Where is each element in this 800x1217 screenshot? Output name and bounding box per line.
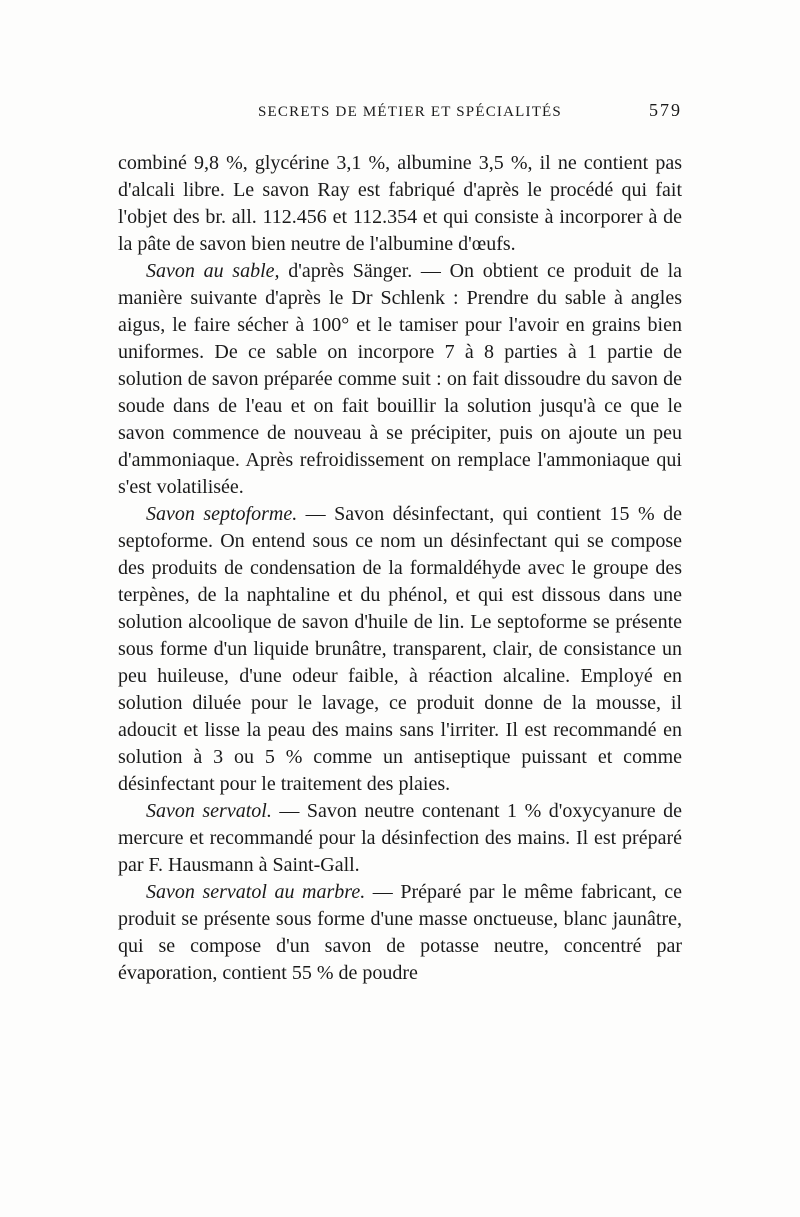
- paragraph-heading: Savon au sable,: [146, 260, 280, 282]
- running-title: SECRETS DE MÉTIER ET SPÉCIALITÉS: [258, 104, 562, 120]
- paragraph-text: d'après Sänger. — On obtient ce produit de la manière suivante d'après le Dr Schlenk : Prendre du sable à angles aigus, le faire sécher à 100° et le tamiser pour l'avoir en grains bien uniformes. De ce sable on incorpore 7 à 8 parties à 1 partie de solution de savon préparée comme suit : on fait dissoudre du savon de soude dans de l'eau et on fait bouillir la solution jusqu'à ce que le savon commence de nouveau à se précipiter, puis on ajoute un peu d'ammoniaque. Après refroidissement on remplace l'ammoniaque qui s'est volatilisée.: [118, 260, 683, 498]
- book-page: [118, 100, 682, 987]
- paragraph-heading: Savon septoforme.: [146, 503, 298, 525]
- paragraph-text: — Savon désinfectant, qui contient 15 % de septoforme. On entend sous ce nom un désinfectant qui se compose des produits de condensation de la formaldéhyde avec le groupe des terpènes, de la naphtaline et du phénol, et qui est dissous dans une solution alcoolique de savon d'huile de lin. Le septoforme se présente sous forme d'un liquide brunâtre, transparent, clair, de consistance un peu huileuse, d'une odeur faible, à réaction alcaline. Employé en solution diluée pour le lavage, ce produit donne de la mousse, il adoucit et lisse la peau des mains sans l'irriter. Il est recommandé en solution à 3 ou 5 % comme un antiseptique puissant et comme désinfectant pour le traitement des plaies.: [118, 503, 682, 795]
- paragraph-text: — Préparé par le même fabricant, ce produit se présente sous forme d'une masse onctueuse, blanc jaunâtre, qui se compose d'un savon de potasse neutre, concentré par évaporation, contient 55 % de poudre: [118, 881, 682, 984]
- paragraph-heading: Savon servatol.: [146, 800, 272, 822]
- paragraph-savon-au-sable: [118, 258, 682, 501]
- paragraph-savon-septoforme: [118, 501, 682, 798]
- running-head: [118, 100, 682, 130]
- paragraph-heading: Savon servatol au marbre.: [146, 881, 366, 903]
- paragraph-savon-servatol-marbre: [118, 879, 682, 987]
- paragraph-text: combiné 9,8 %, glycérine 3,1 %, albumine 3,5 %, il ne contient pas d'alcali libre. Le savon Ray est fabriqué d'après le procédé qui fait l'objet des br. all. 112.456 et 112.354 et qui consiste à incorporer à de la pâte de savon bien neutre de l'albumine d'œufs.: [118, 152, 682, 255]
- page-number: 579: [649, 100, 682, 120]
- paragraph-continuation: [118, 150, 682, 258]
- paragraph-text: — Savon neutre contenant 1 % d'oxycyanure de mercure et recommandé pour la désinfection des mains. Il est préparé par F. Hausmann à Saint-Gall.: [118, 800, 683, 876]
- body-text: [118, 150, 682, 987]
- paragraph-savon-servatol: [118, 798, 682, 879]
